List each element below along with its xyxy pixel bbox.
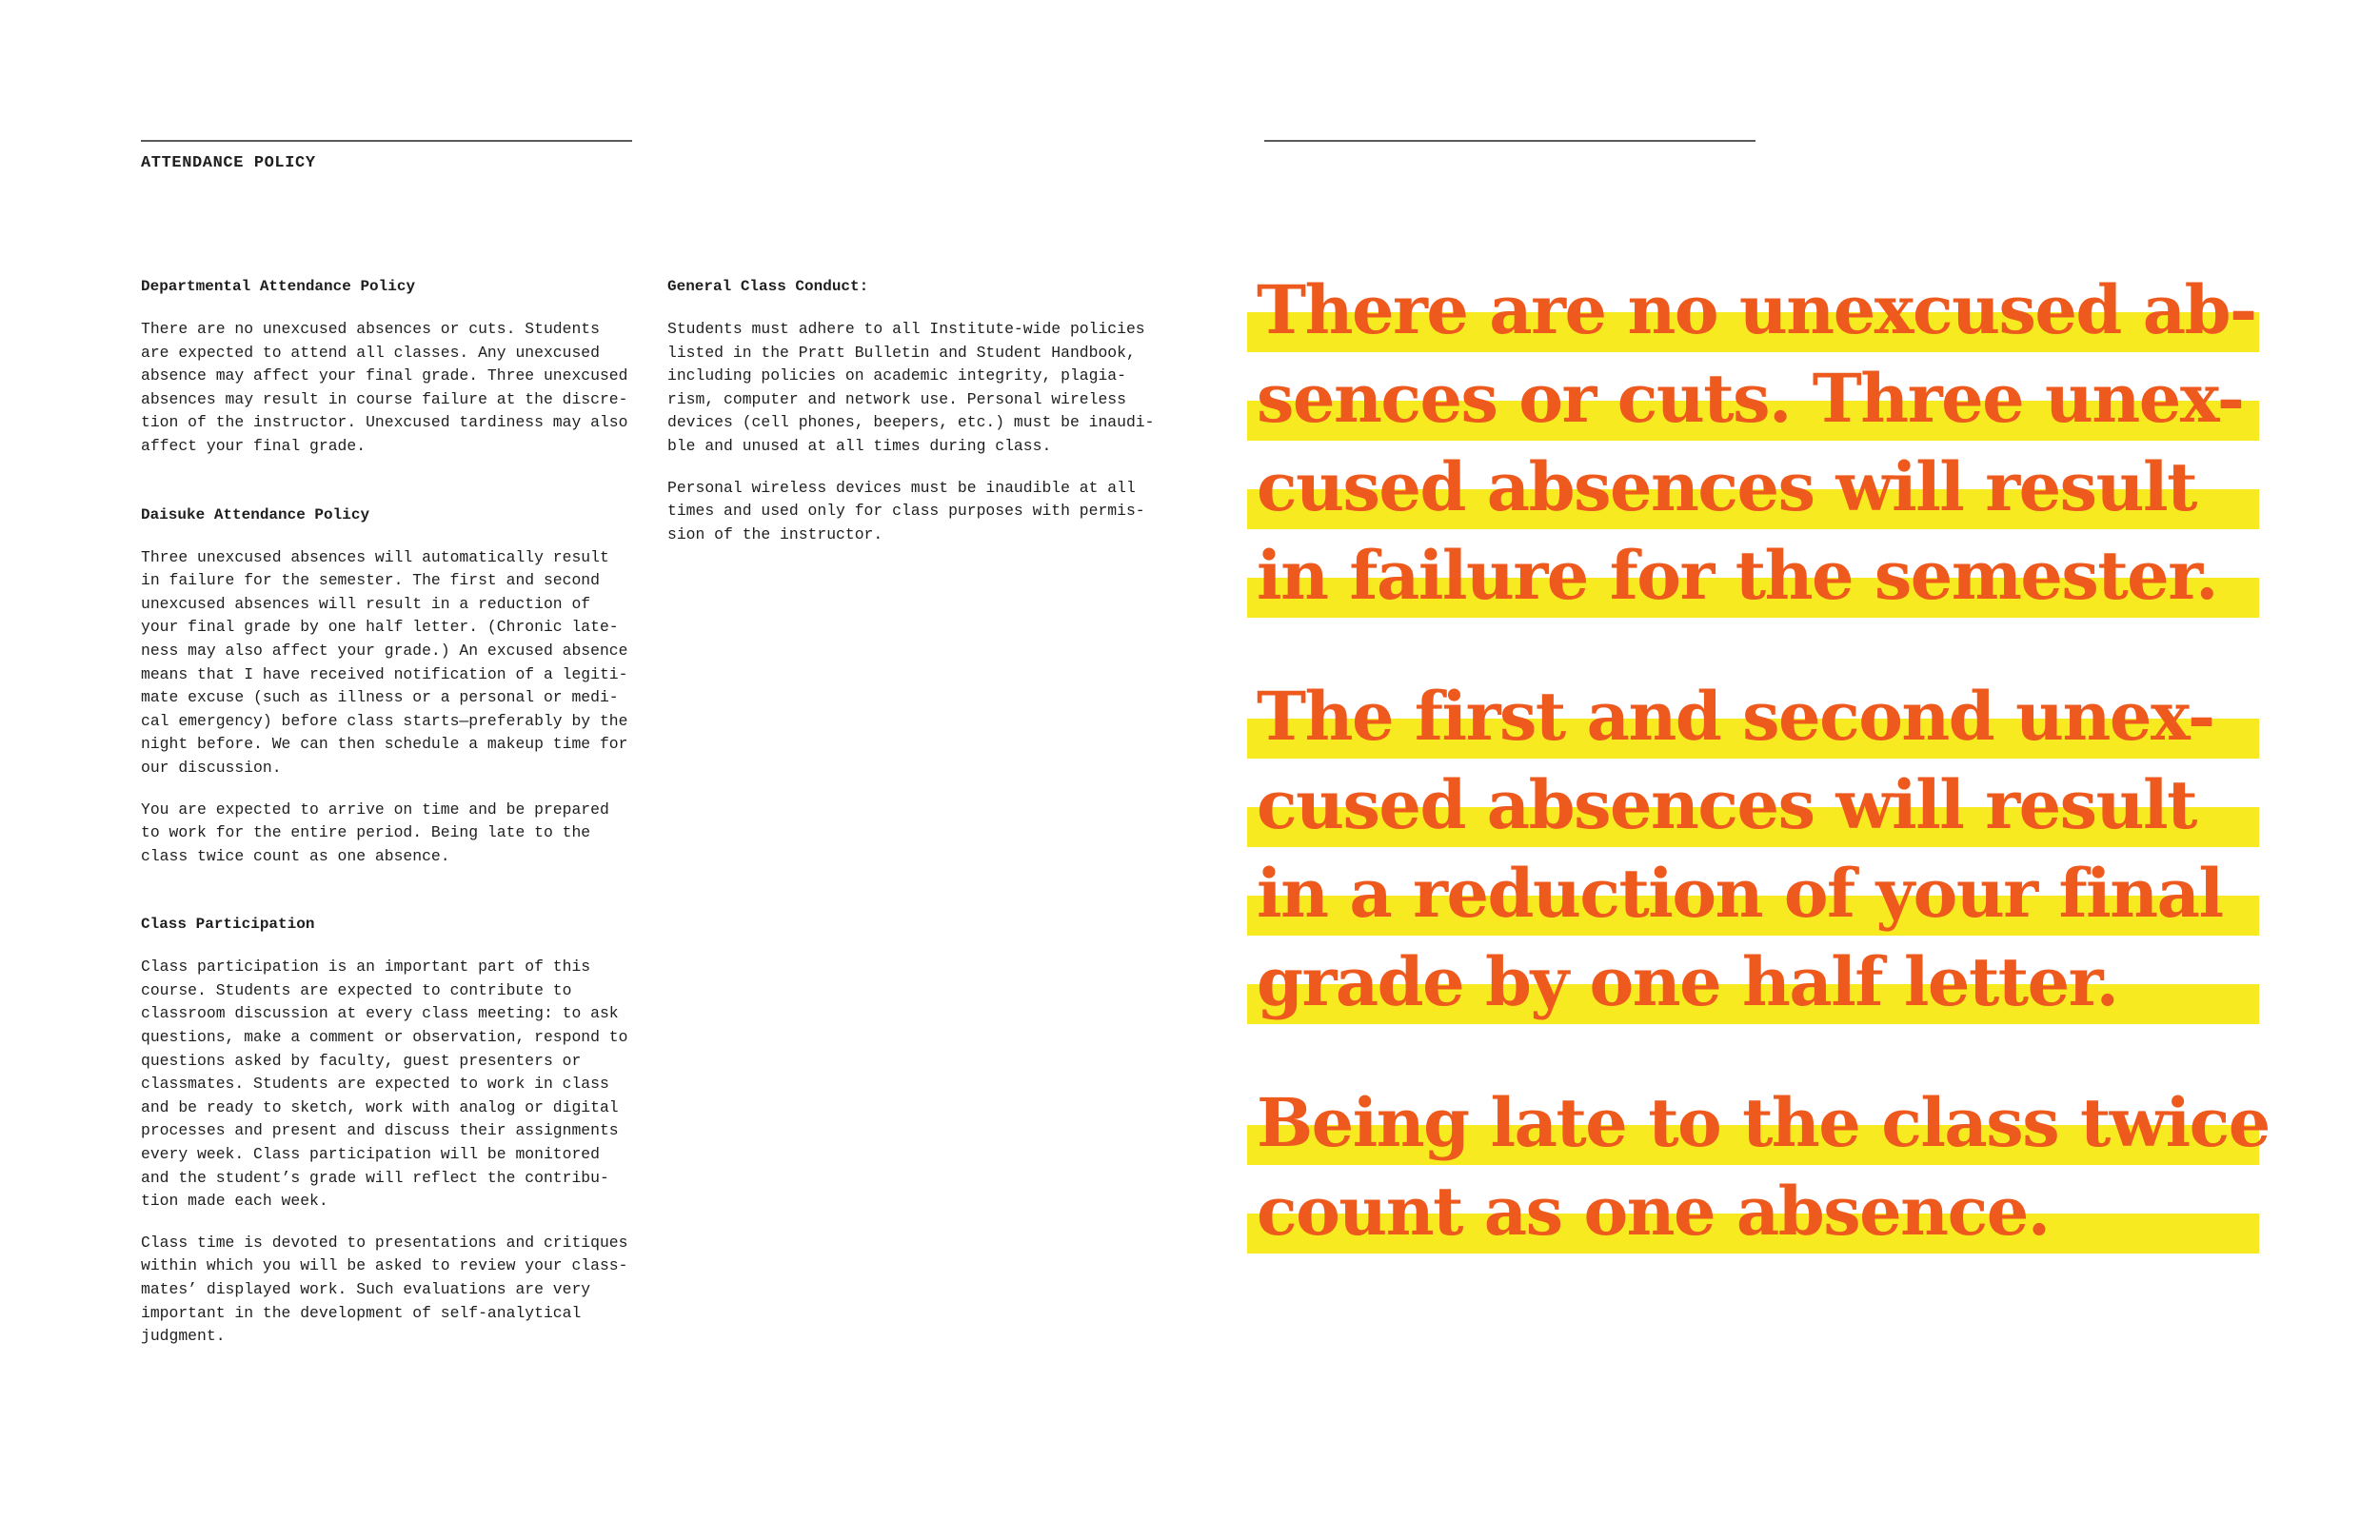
- quote-line: The first and second unex-: [1257, 672, 2342, 760]
- section-heading: Daisuke Attendance Policy: [141, 505, 370, 523]
- right-top-rule: [1264, 140, 1755, 142]
- highlight-quote-1: [1257, 266, 2342, 620]
- quote-line: Being late to the class twice: [1257, 1078, 2342, 1167]
- class-participation-section: [141, 914, 636, 1349]
- middle-column: [667, 276, 1162, 564]
- highlight-quote-2: [1257, 672, 2342, 1026]
- highlight-quote-3: [1257, 1078, 2342, 1255]
- paragraph: Three unexcused absences will automatically result in failure for the semester. The first and second unexcused absences will result in a reduction of your final grade by one half letter. (Chronic late-ness may also affect your grade.) An excused absence means that I have received notification of a legiti-mate excuse (such as illness or a personal or medi-cal emergency) before class starts—preferably by the night before. We can then schedule a makeup time for our discussion.: [141, 547, 628, 777]
- quote-line: cused absences will result: [1257, 760, 2342, 849]
- section-heading: General Class Conduct:: [667, 278, 869, 295]
- left-top-rule: [141, 140, 632, 142]
- section-heading: Departmental Attendance Policy: [141, 278, 416, 295]
- paragraph: Students must adhere to all Institute-wide policies listed in the Pratt Bulletin and Student Handbook, including policies on academic integrity, plagia-rism, computer and network use. Personal wireless devices (cell phones, beepers, etc.) must be inaudi-ble and unused at all times during class.: [667, 320, 1155, 455]
- paragraph: Class participation is an important part of this course. Students are expected to contribute to classroom discussion at every class meeting: to ask questions, make a comment or observation, respond to questions asked by faculty, guest presenters or classmates. Students are expected to work in class and be ready to sketch, work with analog or digital processes and present and discuss their assignments every week. Class participation will be monitored and the student’s grade will reflect the contribu-tion made each week.: [141, 958, 628, 1211]
- general-class-conduct-section: [667, 276, 1162, 546]
- paragraph: You are expected to arrive on time and be prepared to work for the entire period. Being late to the class twice count as one absence.: [141, 800, 609, 865]
- paragraph: There are no unexcused absences or cuts. Students are expected to attend all classes. Any unexcused absence may affect your final grade. Three unexcused absences may result in course failure at the discre-tion of the instructor. Unexcused tardiness may also affect your final grade.: [141, 320, 628, 455]
- page-title: ATTENDANCE POLICY: [141, 154, 316, 172]
- departmental-attendance-section: [141, 276, 636, 459]
- quote-line: sences or cuts. Three unex-: [1257, 354, 2342, 443]
- quote-line: grade by one half letter.: [1257, 938, 2342, 1026]
- quote-line: in failure for the semester.: [1257, 531, 2342, 620]
- daisuke-attendance-section: [141, 504, 636, 869]
- quote-line: count as one absence.: [1257, 1167, 2342, 1255]
- paragraph: Class time is devoted to presentations and critiques within which you will be asked to review your class-mates’ displayed work. Such evaluations are very important in the development of self-analytical judgment.: [141, 1233, 628, 1346]
- paragraph: Personal wireless devices must be inaudible at all times and used only for class purposes with permis-sion of the instructor.: [667, 478, 1145, 543]
- quote-line: cused absences will result: [1257, 443, 2342, 531]
- quote-line: in a reduction of your final: [1257, 849, 2342, 938]
- quote-line: There are no unexcused ab-: [1257, 266, 2342, 354]
- left-column: [141, 276, 636, 1367]
- section-heading: Class Participation: [141, 916, 315, 934]
